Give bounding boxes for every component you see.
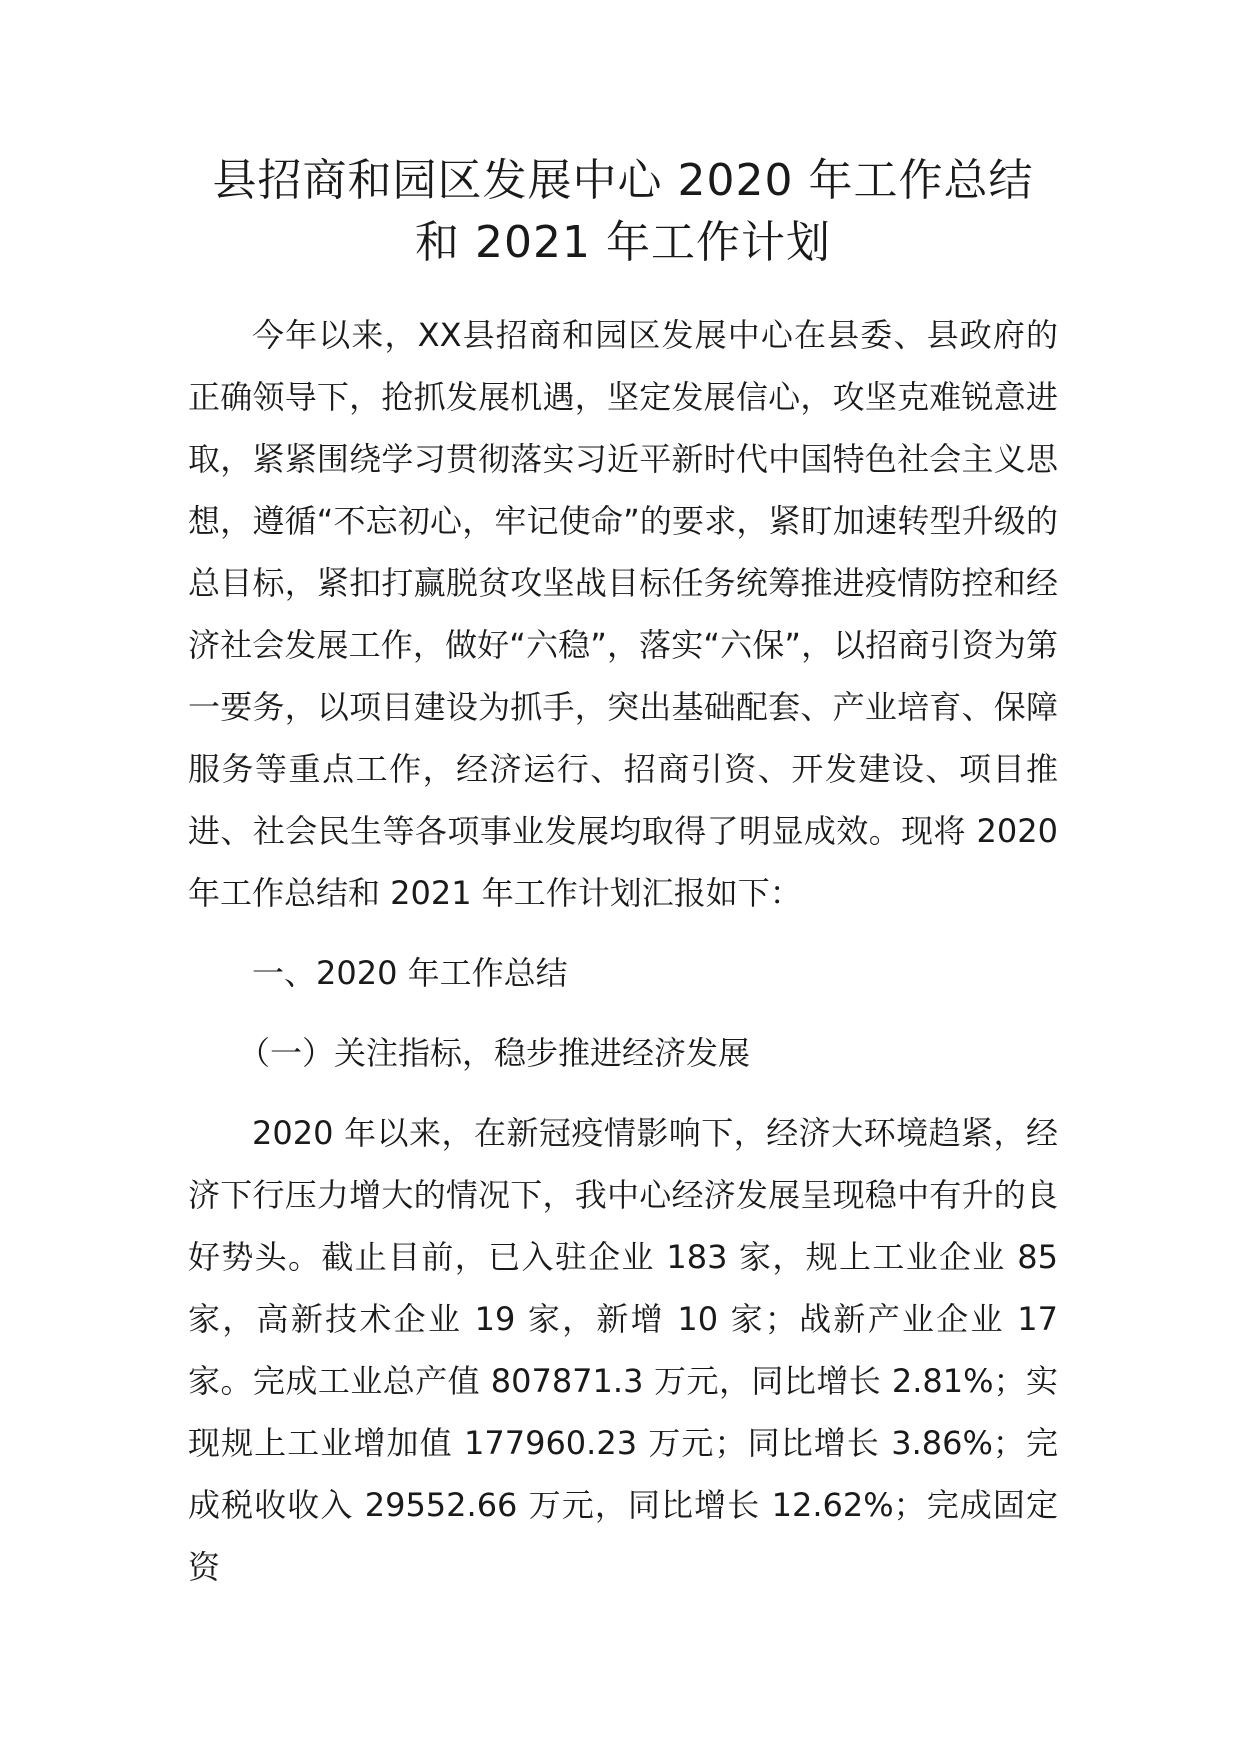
intro-paragraph: 今年以来，XX县招商和园区发展中心在县委、县政府的正确领导下，抢抓发展机遇，坚定发展信心，攻坚克难锐意进取，紧紧围绕学习贯彻落实习近平新时代中国特色社会主义思想，遵循“不忘初心，牢记使命”的要求，紧盯加速转型升级的总目标，紧扣打赢脱贫攻坚战目标任务统筹推进疫情防控和经济社会发展工作，做好“六稳”，落实“六保”，以招商引资为第一要务，以项目建设为抓手，突出基础配套、产业培育、保障服务等重点工作，经济运行、招商引资、开发建设、项目推进、社会民生等各项事业发展均取得了明显成效。现将 2020 年工作总结和 2021 年工作计划汇报如下：: [188, 316, 1058, 912]
title-line-1: 县招商和园区发展中心 2020 年工作总结: [212, 155, 1034, 206]
document-title: [188, 150, 1058, 274]
body-paragraph: 2020 年以来，在新冠疫情影响下，经济大环境趋紧，经济下行压力增大的情况下，我中心经济发展呈现稳中有升的良好势头。截止目前，已入驻企业 183 家，规上工业企业 85 家，高新技术企业 19 家，新增 10 家；战新产业企业 17 家。完成工业总产值 807871.3 万元，同比增长 2.81%；实现规上工业增加值 177960.23 万元；同比增长 3.86%；完成税收收入 29552.66 万元，同比增长 12.62%；完成固定资: [188, 1114, 1058, 1586]
title-line-2: 和 2021 年工作计划: [415, 217, 831, 268]
section-heading: 一、2020 年工作总结: [252, 954, 568, 992]
document-page: [188, 150, 1058, 1598]
subsection-heading: （一）关注指标，稳步推进经济发展: [238, 1034, 751, 1072]
